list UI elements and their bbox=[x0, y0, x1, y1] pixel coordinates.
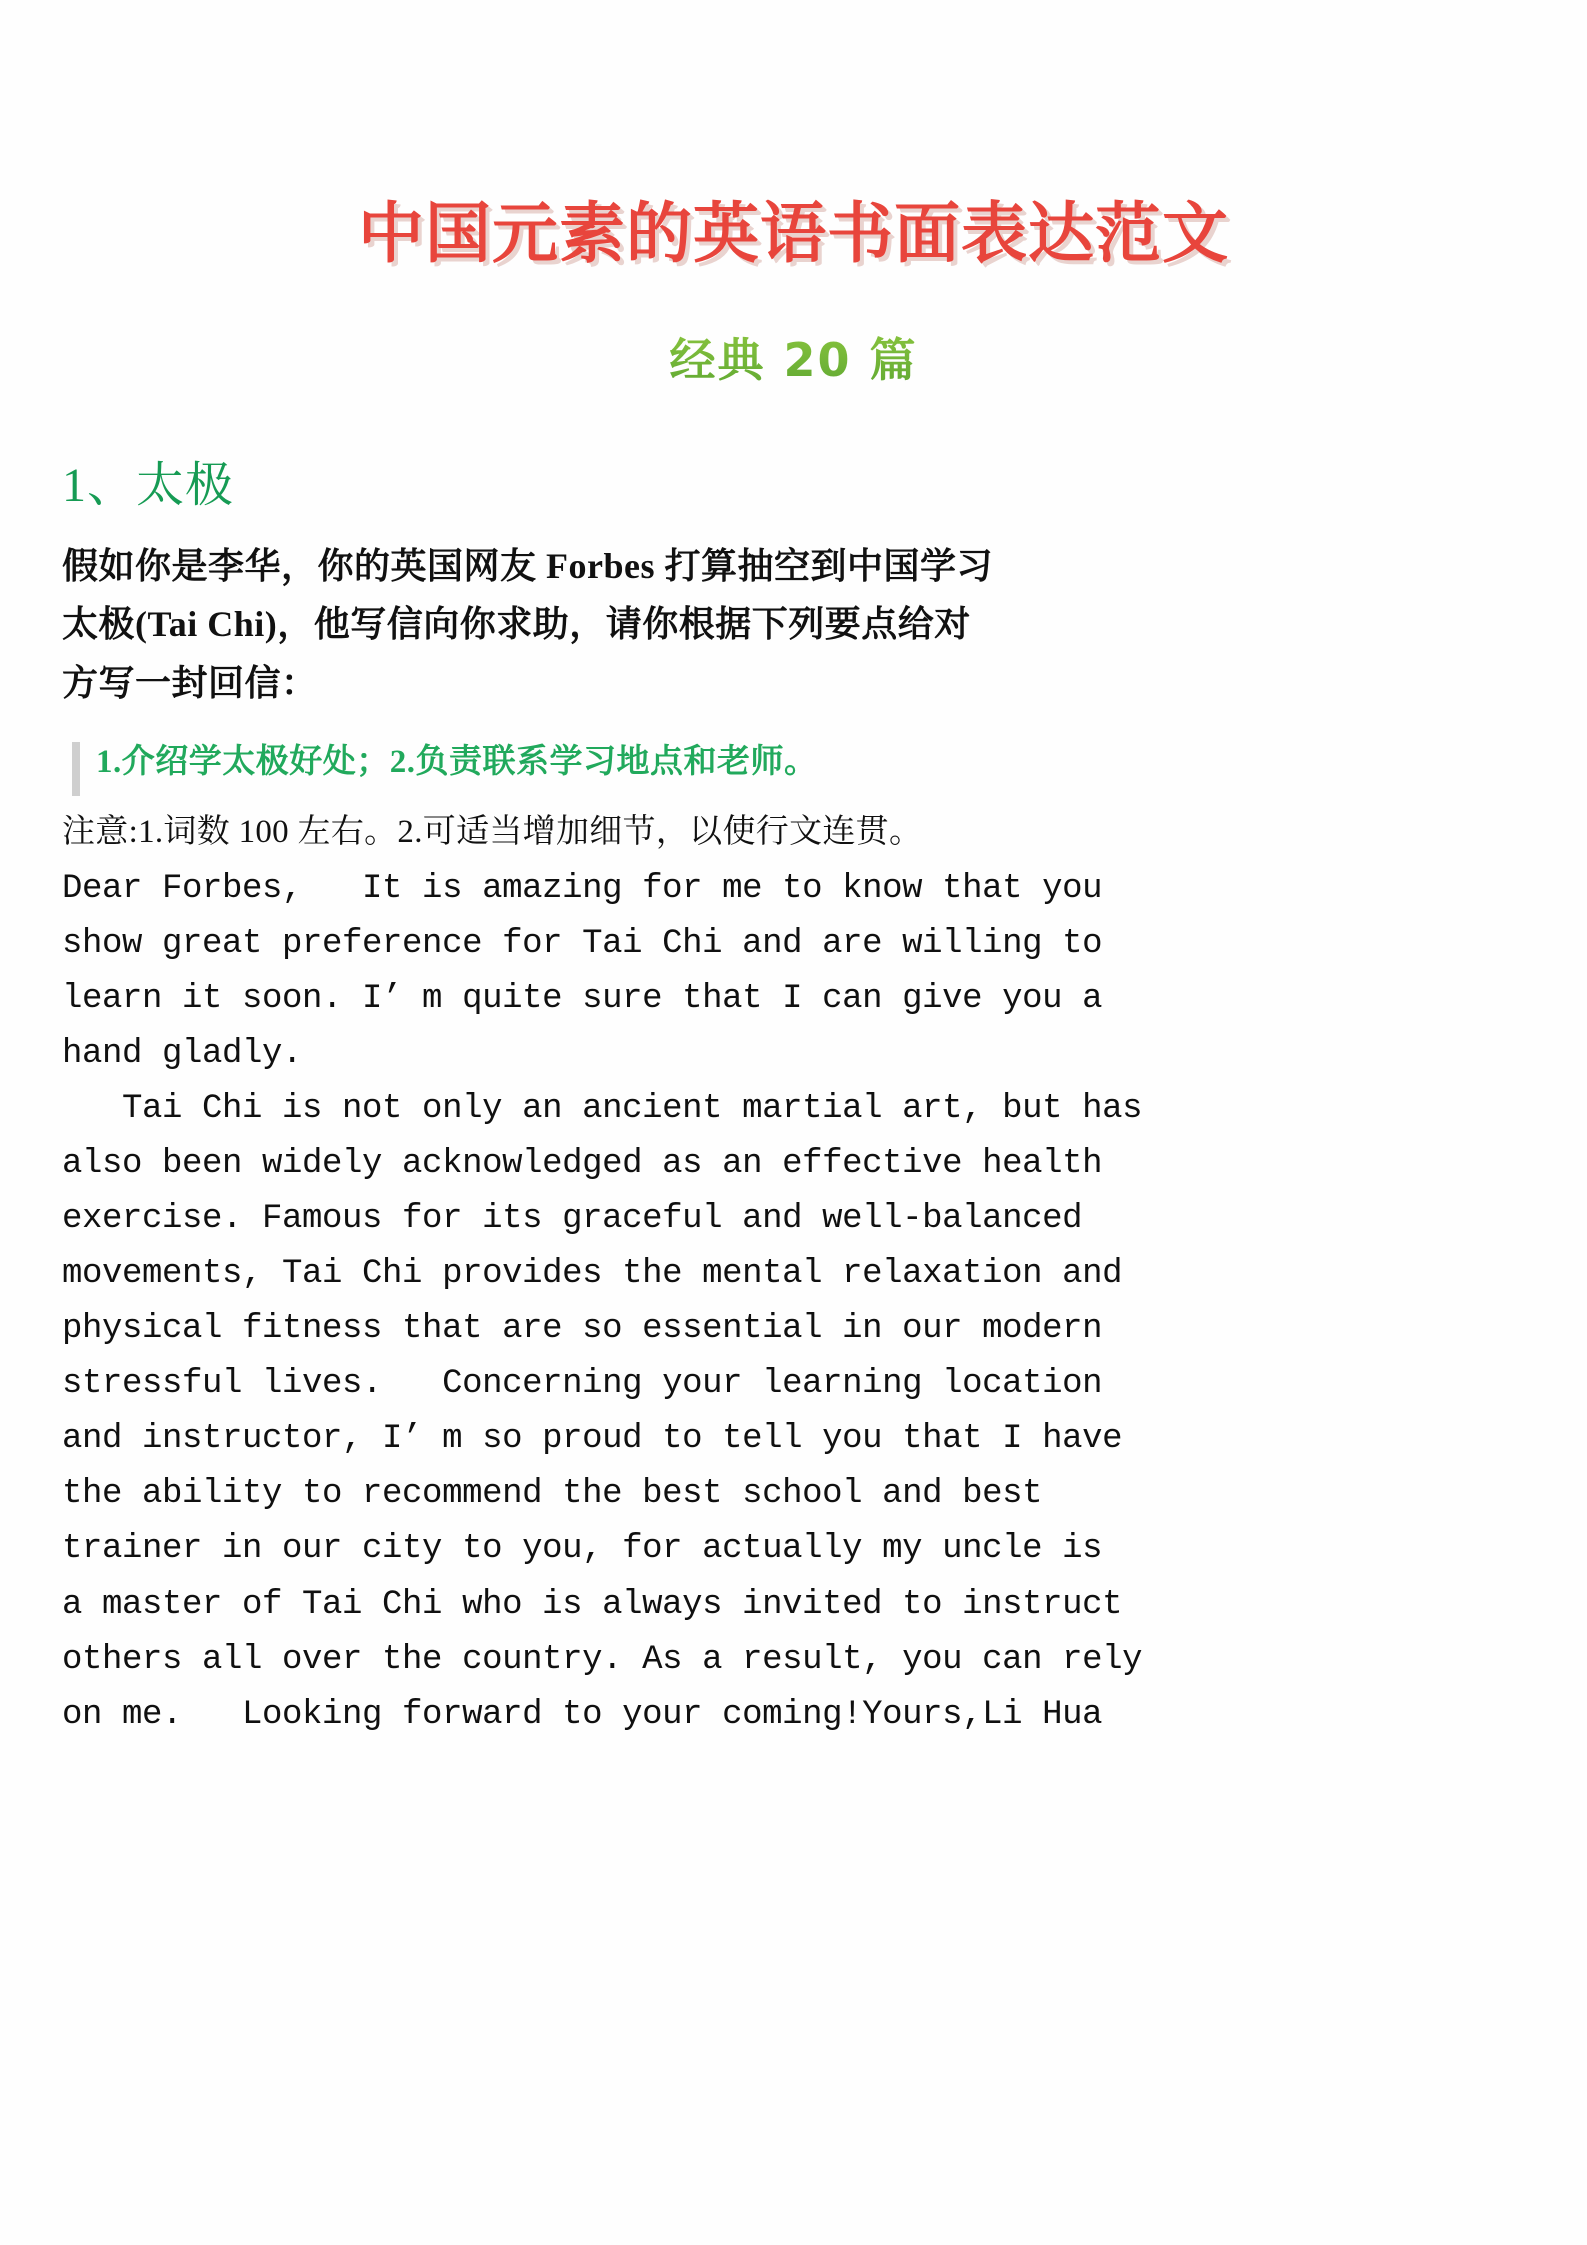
sample-letter-body bbox=[0, 856, 1587, 1743]
letter-line: stressful lives. Concerning your learning location bbox=[62, 1365, 1103, 1404]
letter-line: exercise. Famous for its graceful and well-balanced bbox=[62, 1199, 1083, 1238]
letter-line: physical fitness that are so essential in our modern bbox=[62, 1310, 1103, 1349]
document-title: 中国元素的英语书面表达范文 bbox=[358, 195, 1229, 272]
letter-line: movements, Tai Chi provides the mental relaxation and bbox=[62, 1255, 1123, 1294]
letter-line: hand gladly. bbox=[62, 1034, 303, 1073]
letter-line: the ability to recommend the best school and best bbox=[62, 1475, 1043, 1514]
section-heading-taiji: 1、太极 bbox=[62, 458, 235, 512]
letter-line: show great preference for Tai Chi and are willing to bbox=[62, 924, 1103, 963]
letter-line: also been widely acknowledged as an effective health bbox=[62, 1144, 1103, 1183]
callout-text: 1.介绍学太极好处；2.负责联系学习地点和老师。 bbox=[96, 743, 818, 780]
prompt-paragraph bbox=[0, 515, 1587, 712]
letter-line: a master of Tai Chi who is always invited to instruct bbox=[62, 1585, 1123, 1624]
callout-left-bar bbox=[72, 742, 80, 796]
letter-line: on me. Looking forward to your coming!Yours,Li Hua bbox=[62, 1695, 1103, 1734]
letter-line: others all over the country. As a result, you can rely bbox=[62, 1640, 1143, 1679]
requirements-callout bbox=[0, 738, 1587, 788]
letter-line: and instructor, I’ m so proud to tell you that I have bbox=[62, 1420, 1123, 1459]
letter-line: Tai Chi is not only an ancient martial art, but has bbox=[62, 1089, 1143, 1128]
letter-line: trainer in our city to you, for actually my uncle is bbox=[62, 1530, 1103, 1569]
letter-line: Dear Forbes, It is amazing for me to know that you bbox=[62, 869, 1103, 908]
document-subtitle: 经典 20 篇 bbox=[0, 272, 1587, 390]
prompt-line: 太极(Tai Chi)，他写信向你求助，请你根据下列要点给对 bbox=[62, 604, 971, 645]
prompt-line: 方写一封回信： bbox=[62, 662, 318, 703]
letter-line: learn it soon. I’ m quite sure that I can give you a bbox=[62, 979, 1103, 1018]
prompt-line: 假如你是李华，你的英国网友 Forbes 打算抽空到中国学习 bbox=[62, 545, 993, 586]
instructions-note: 注意:1.词数 100 左右。2.可适当增加细节，以使行文连贯。 bbox=[62, 814, 923, 851]
